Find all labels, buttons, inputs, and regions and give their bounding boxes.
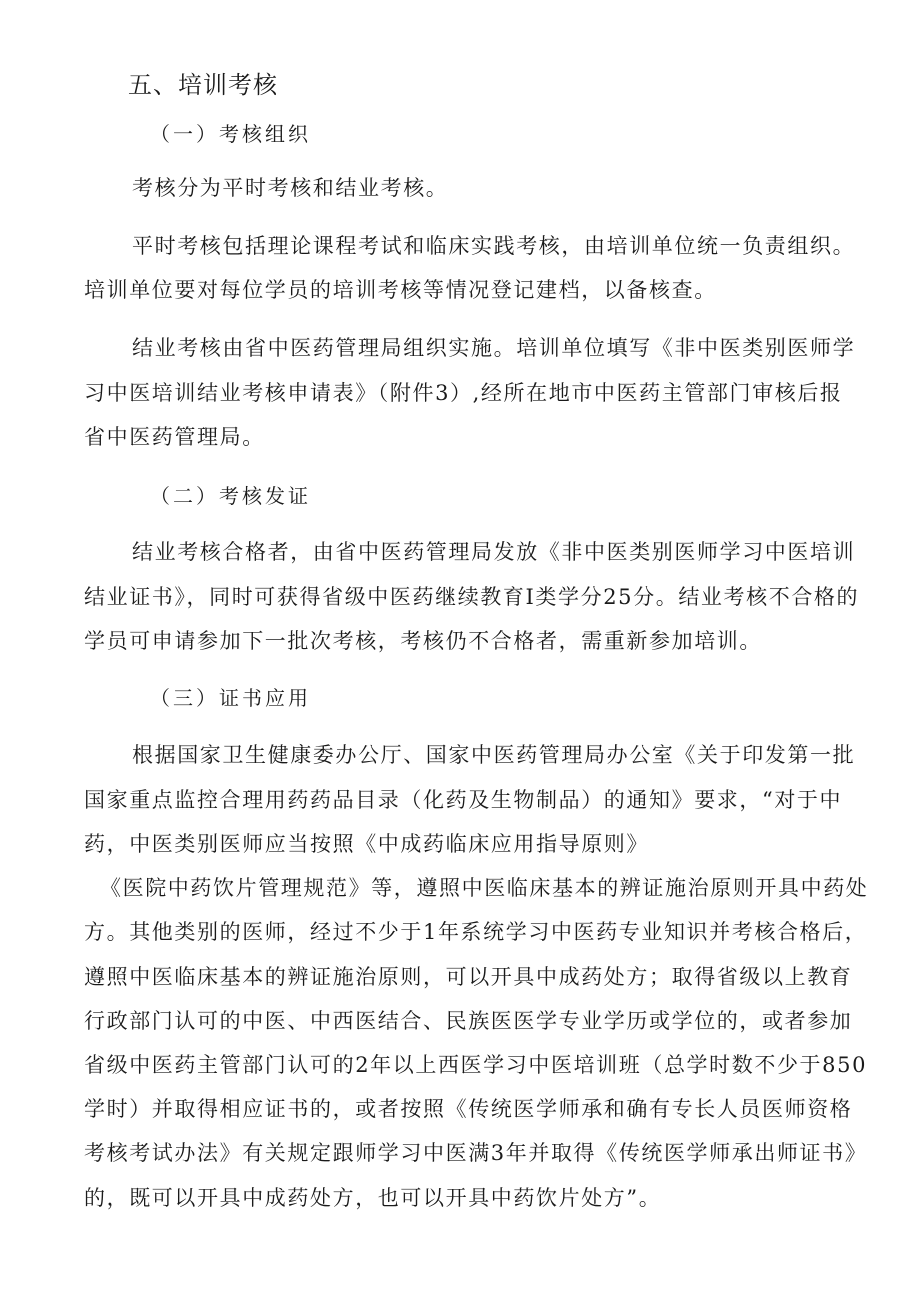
paragraph-line: 考核考试办法》有关规定跟师学习中医满3年并取得《传统医学师承出师证书》 [84,1141,868,1165]
subsection-heading-certification: （二）考核发证 [150,484,311,508]
paragraph-line: 省中医药管理局。 [84,425,265,449]
paragraph-line: 的，既可以开具中成药处方，也可以开具中药饮片处方”。 [84,1186,662,1210]
paragraph-line: 遵照中医临床基本的辨证施治原则，可以开具中成药处方；取得省级以上教育 [84,965,853,989]
paragraph-line: 方。其他类别的医师，经过不少于1年系统学习中医药专业知识并考核合格后， [84,920,868,944]
paragraph-line: 学员可申请参加下一批次考核，考核仍不合格者，需重新参加培训。 [84,629,762,653]
paragraph-line: 国家重点监控合理用药药品目录（化药及生物制品）的通知》要求，“对于中 [84,788,843,812]
paragraph-line: 培训单位要对每位学员的培训考核等情况登记建档，以备核查。 [84,278,717,302]
paragraph-line: 结业考核合格者，由省中医药管理局发放《非中医类别医师学习中医培训 [132,540,856,564]
paragraph-line: 根据国家卫生健康委办公厅、国家中医药管理局办公室《关于印发第一批 [132,743,856,767]
paragraph-line: 结业证书》，同时可获得省级中医药继续教育I类学分25分。结业考核不合格的 [84,585,860,609]
paragraph-line: 习中医培训结业考核申请表》（附件3）,经所在地市中医药主管部门审核后报 [84,381,843,405]
subsection-heading-application: （三）证书应用 [150,686,311,710]
paragraph-line: 省级中医药主管部门认可的2年以上西医学习中医培训班（总学时数不少于850 [84,1053,868,1077]
paragraph-line: 考核分为平时考核和结业考核。 [132,176,449,200]
paragraph-line: 《医院中药饮片管理规范》等，遵照中医临床基本的辨证施治原则开具中药处 [100,876,869,900]
section-title: 五、培训考核 [128,71,278,99]
paragraph-line: 行政部门认可的中医、中西医结合、民族医医学专业学历或学位的，或者参加 [84,1009,853,1033]
paragraph-line: 学时）并取得相应证书的，或者按照《传统医学师承和确有专长人员医师资格 [84,1097,853,1121]
paragraph-line: 结业考核由省中医药管理局组织实施。培训单位填写《非中医类别医师学 [132,336,856,360]
paragraph-line: 平时考核包括理论课程考试和临床实践考核，由培训单位统一负责组织。 [132,234,856,258]
subsection-heading-organization: （一）考核组织 [150,122,311,146]
paragraph-line: 药，中医类别医师应当按照《中成药临床应用指导原则》 [84,832,649,856]
